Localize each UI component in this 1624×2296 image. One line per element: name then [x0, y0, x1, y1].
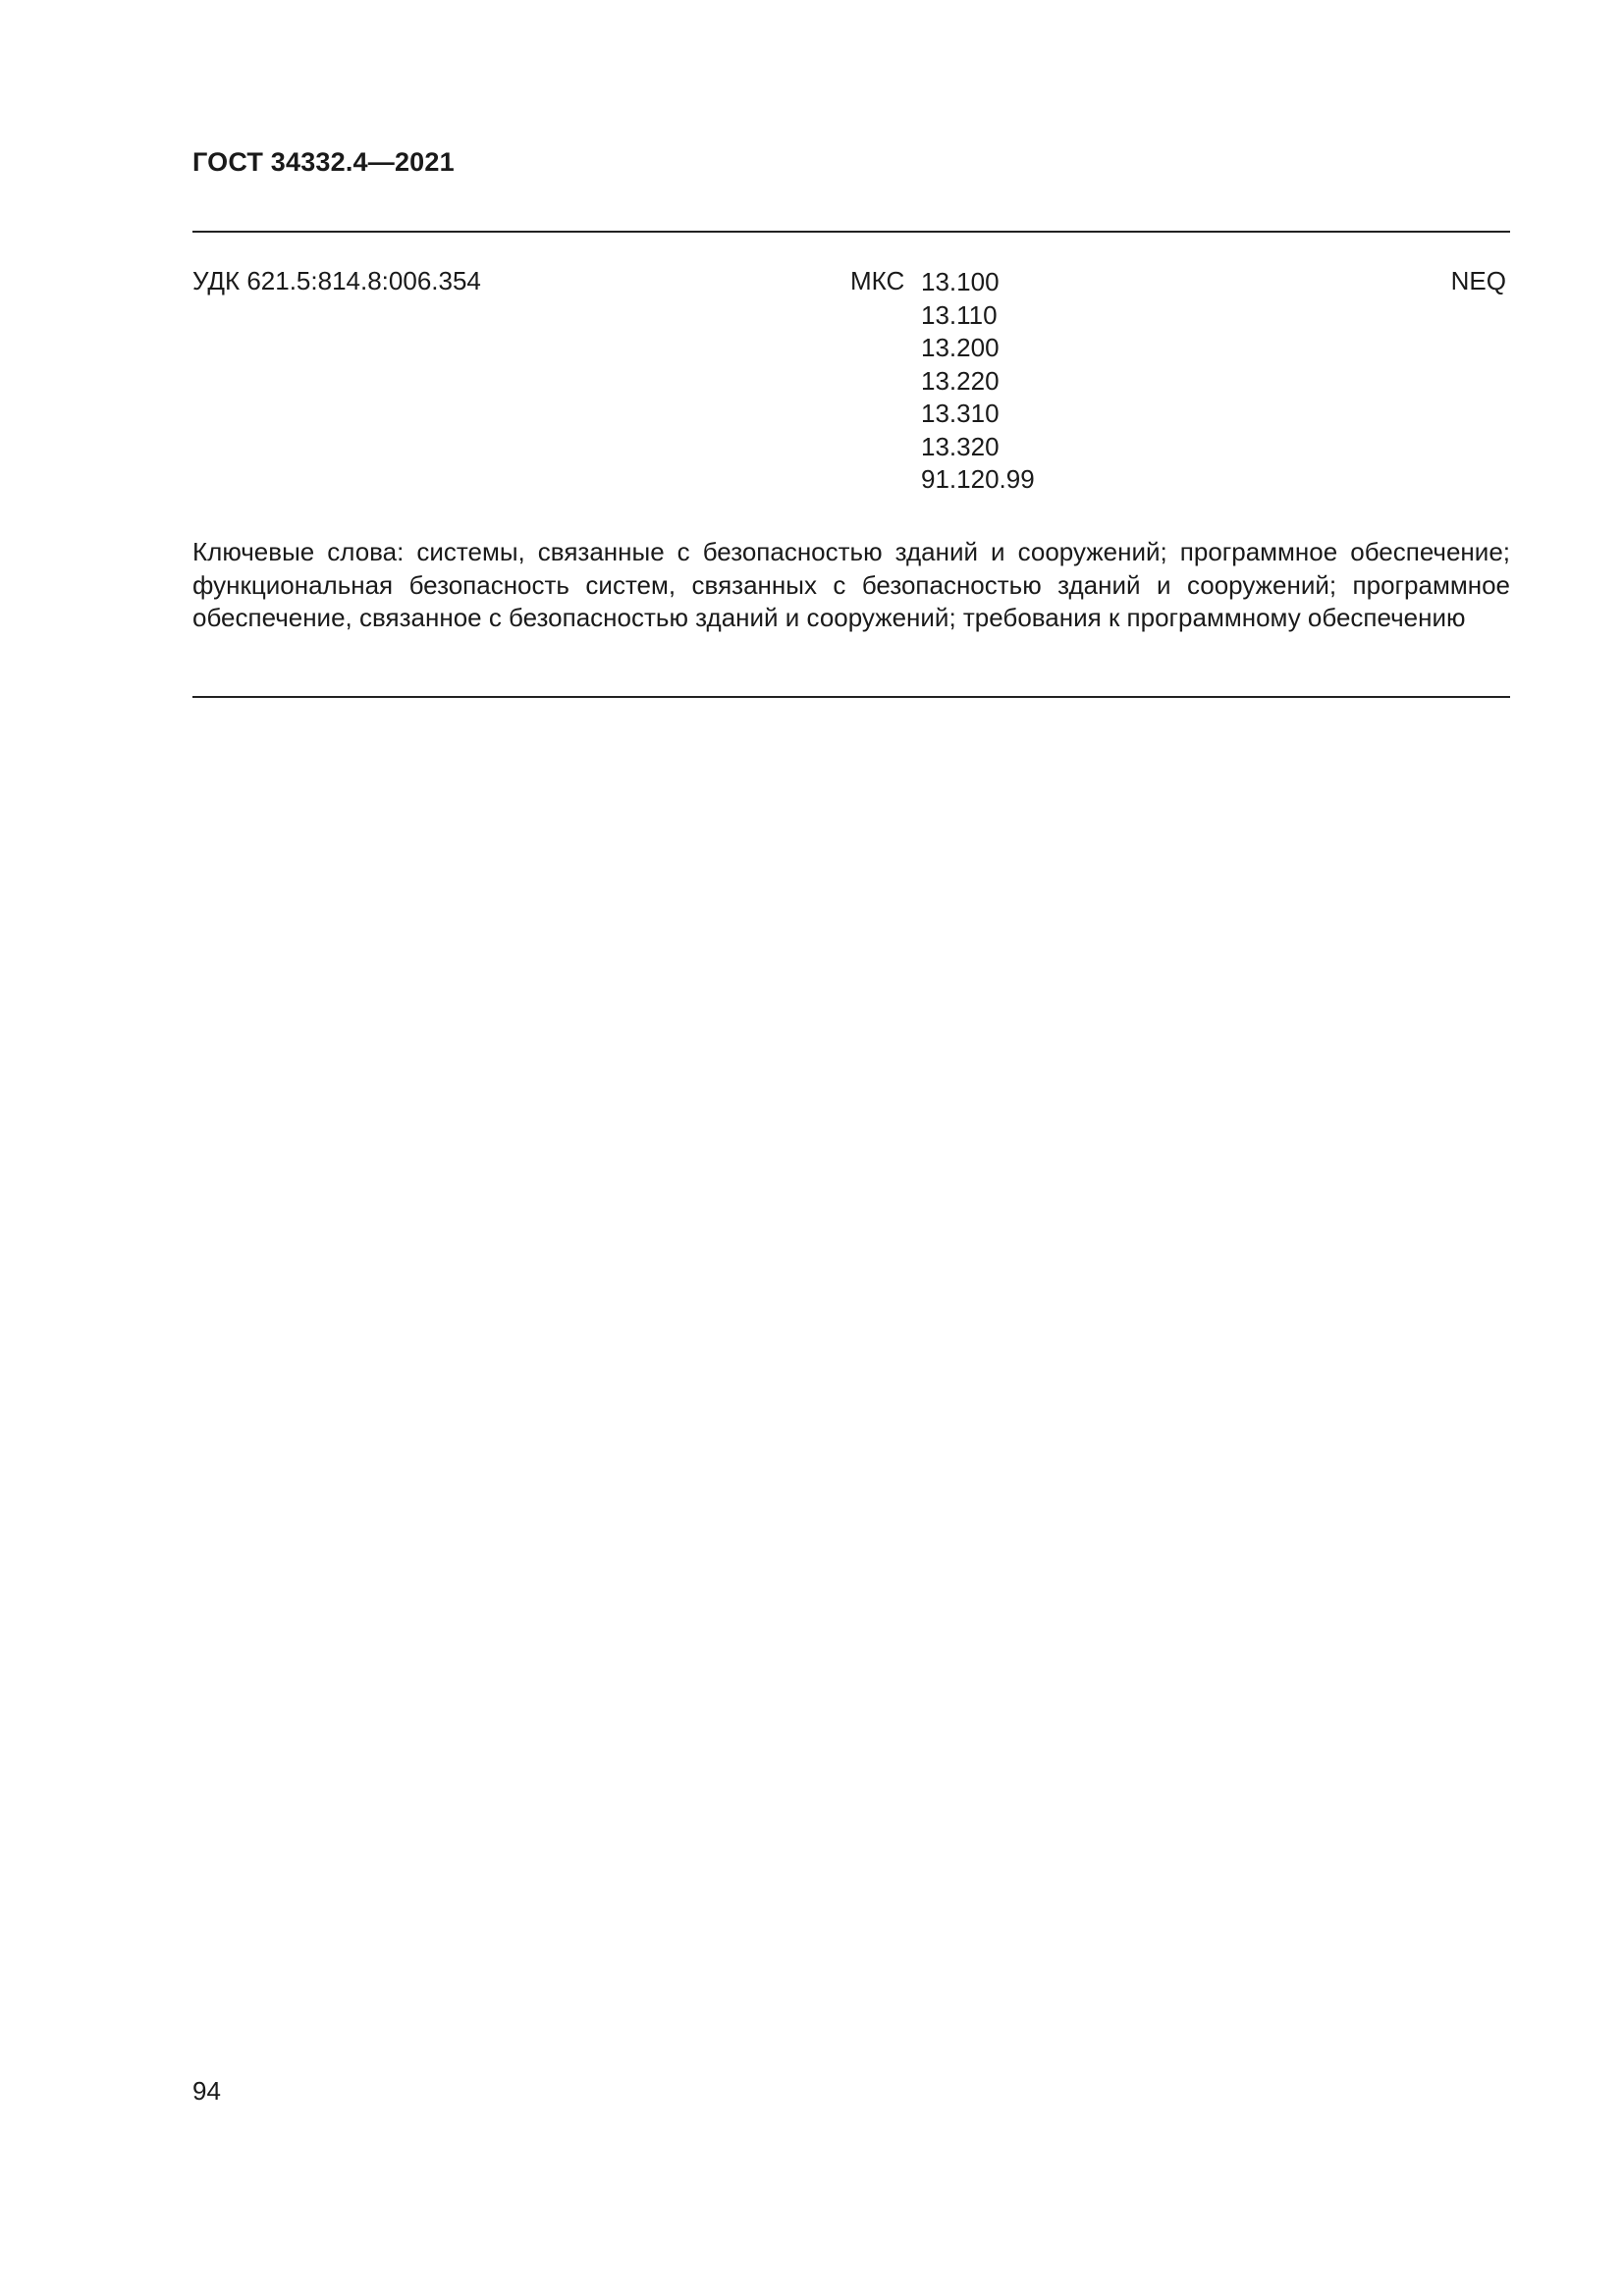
- keywords-paragraph: Ключевые слова: системы, связанные с безопасностью зданий и сооружений; программное обеспечение; функциональная безопасность систем, связанных с безопасностью зданий и сооружений; программное обеспечение, связанное с безопасностью зданий и сооружений; требования к программному обеспечению: [192, 537, 1510, 632]
- mks-code: 13.110: [921, 299, 998, 330]
- mks-code: 13.200: [921, 333, 1000, 362]
- mks-code: 13.100: [921, 267, 1000, 296]
- mks-code: 91.120.99: [921, 464, 1035, 494]
- mks-code: 13.220: [921, 365, 1000, 396]
- mks-label: МКС: [850, 266, 905, 295]
- mks-code: 13.320: [921, 431, 1000, 461]
- bottom-divider: [192, 696, 1510, 698]
- udk-code: УДК 621.5:814.8:006.354: [192, 266, 481, 295]
- page-number: 94: [192, 2076, 221, 2106]
- mks-code: 13.310: [921, 399, 1000, 428]
- equivalence-marker: NEQ: [1450, 266, 1506, 295]
- top-divider: [192, 231, 1510, 233]
- mks-code-list: [921, 266, 1035, 497]
- document-header: ГОСТ 34332.4—2021: [192, 147, 455, 177]
